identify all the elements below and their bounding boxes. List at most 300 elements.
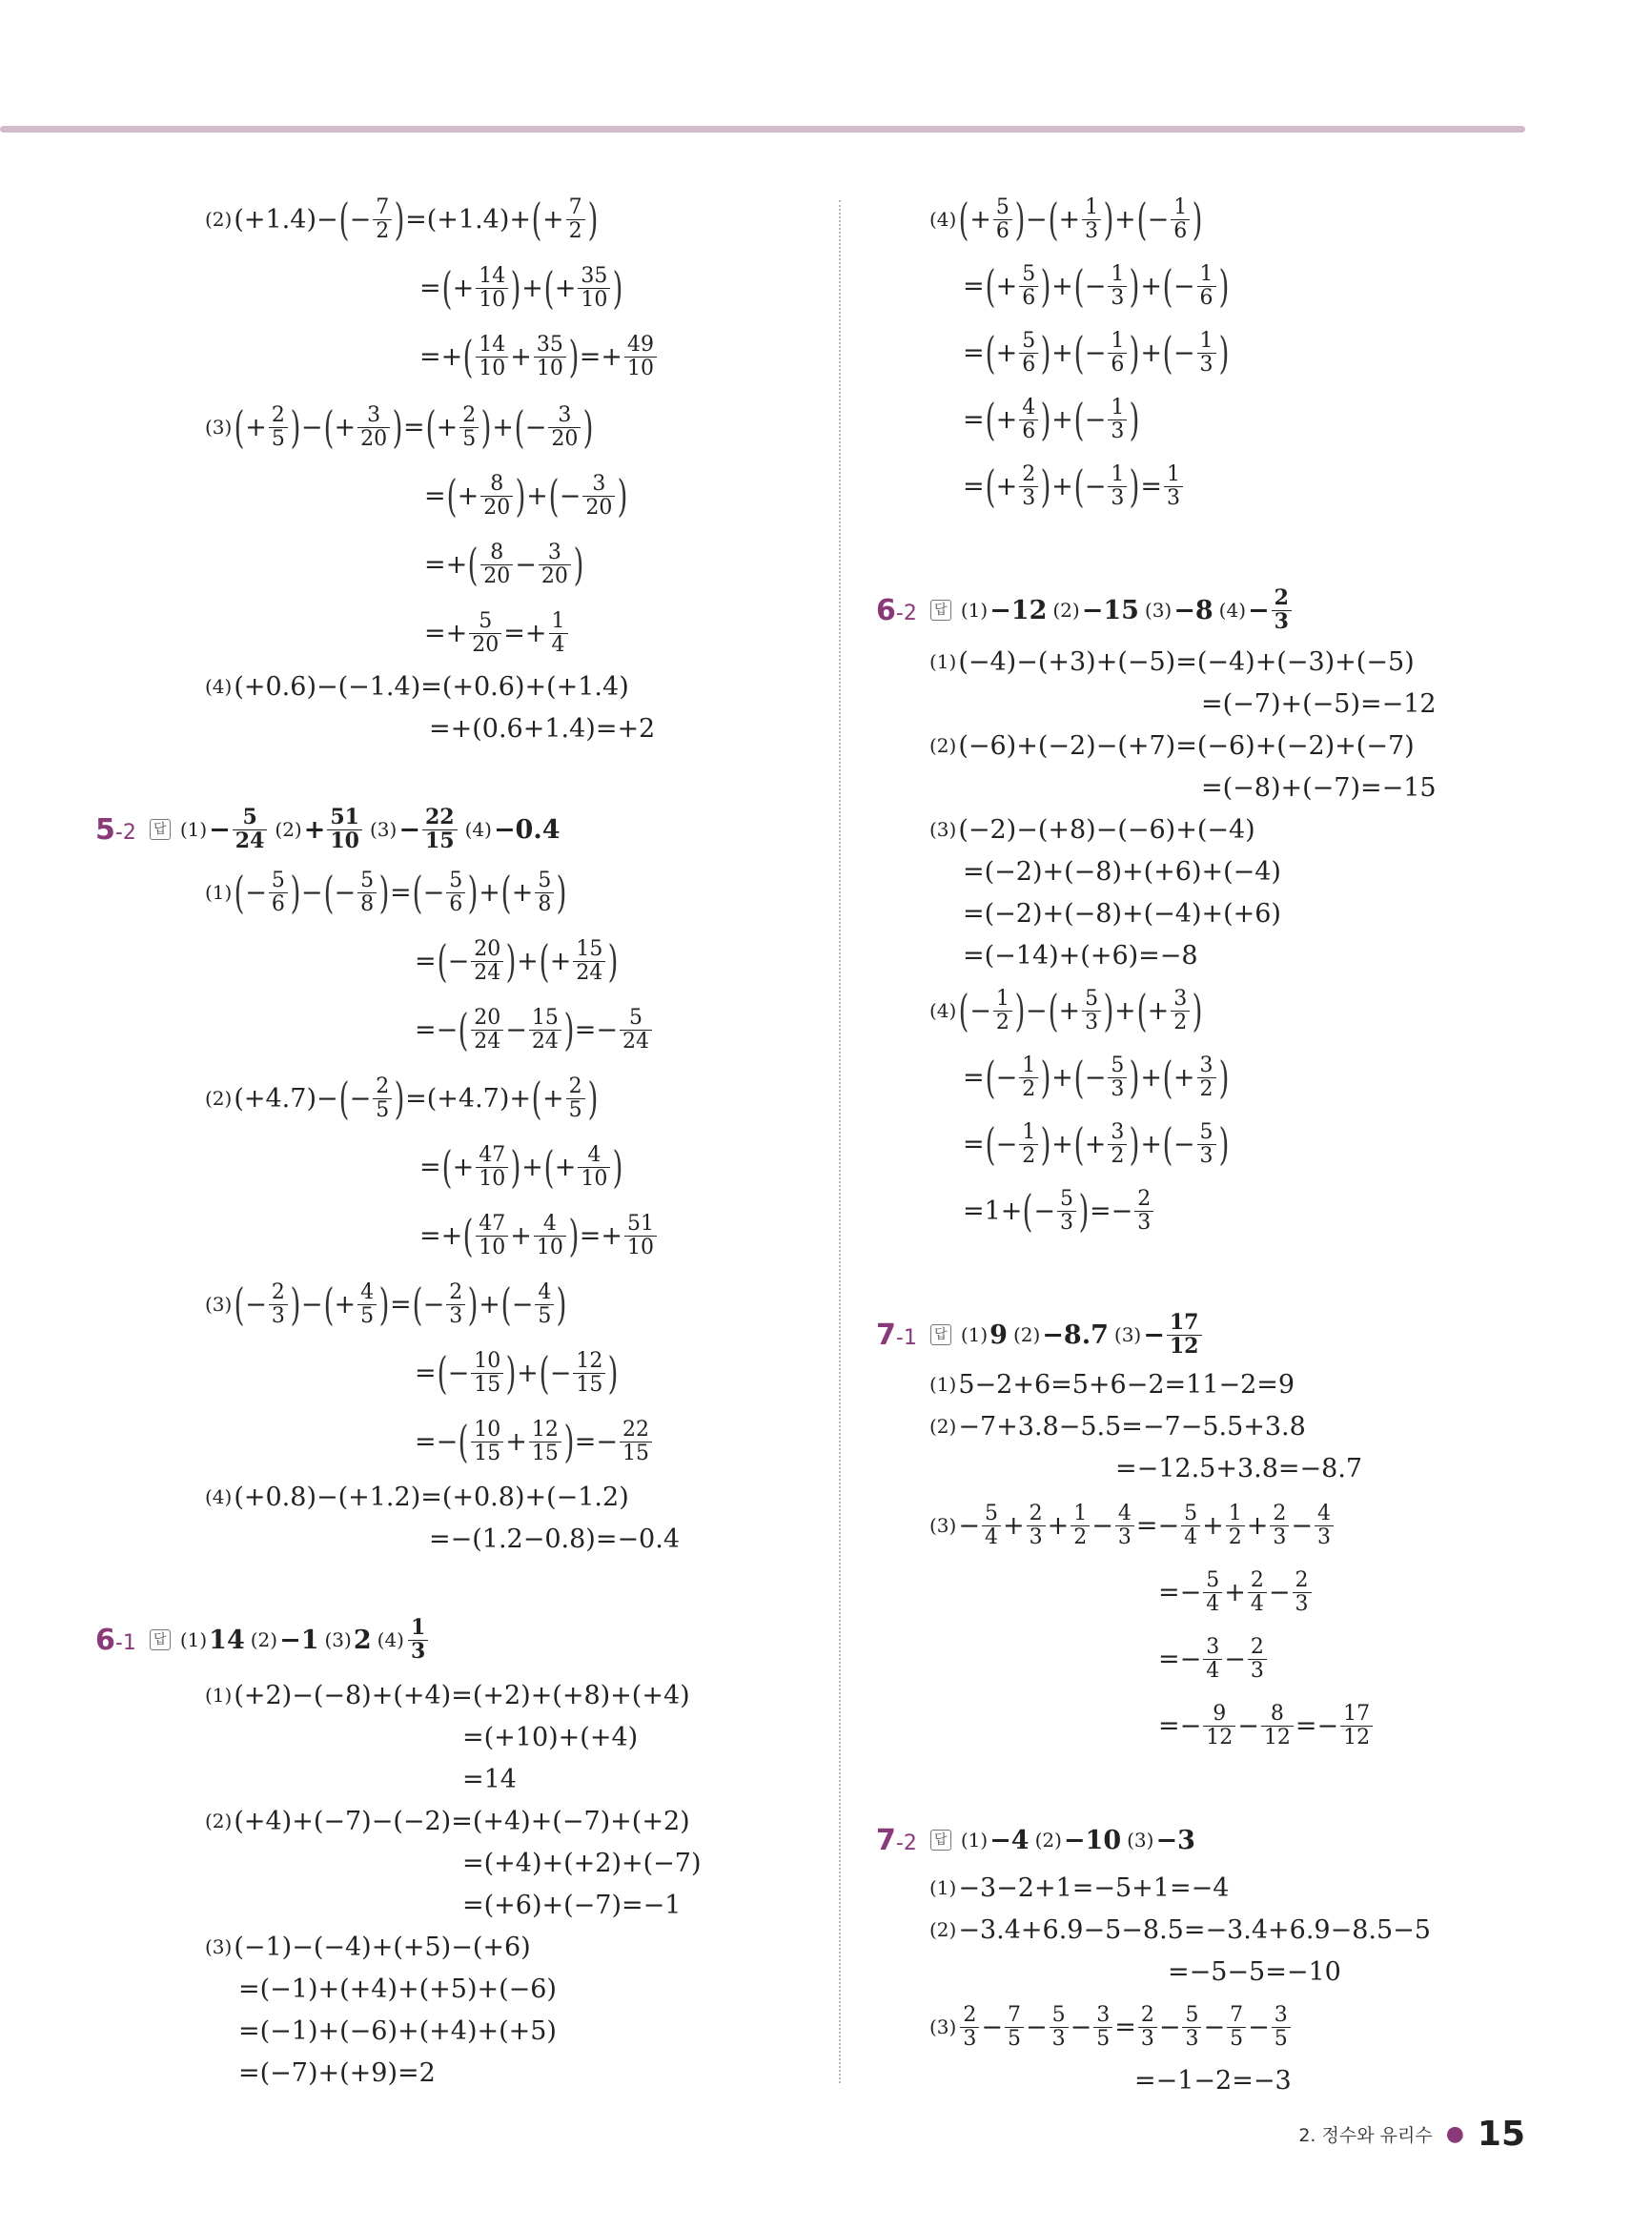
paren: ) <box>556 1279 567 1330</box>
expr: = <box>415 946 437 976</box>
answer-value: 14 <box>209 1625 245 1655</box>
numerator: 3 <box>1199 1054 1214 1078</box>
denominator: 3 <box>1293 1592 1312 1615</box>
item-label: (4) <box>205 1485 233 1508</box>
expr: − <box>1091 1510 1113 1541</box>
sign: − <box>1084 1062 1107 1093</box>
paren: ) <box>1040 1118 1051 1170</box>
fraction <box>1082 196 1101 241</box>
expr: =(−7)+(−5)=−12 <box>1201 688 1437 719</box>
paren: ( <box>1073 394 1085 445</box>
denominator: 4 <box>549 633 568 656</box>
fraction <box>982 1503 1001 1547</box>
solution-line <box>205 1070 599 1127</box>
paren: ) <box>467 1279 479 1330</box>
paren: ) <box>510 262 521 314</box>
numerator: 5 <box>995 195 1010 220</box>
sign: − <box>1084 471 1107 501</box>
numerator: 2 <box>1274 585 1289 611</box>
paren: ) <box>515 470 526 522</box>
denominator: 5 <box>357 1304 377 1327</box>
denominator: 15 <box>471 1373 503 1396</box>
sign: + <box>457 481 479 511</box>
item-label: (3) <box>324 1628 352 1651</box>
paren: ( <box>958 194 969 245</box>
fraction <box>1203 1636 1222 1681</box>
answer-value: −8 <box>1173 595 1214 625</box>
paren: ( <box>500 1279 512 1330</box>
expr: − <box>300 877 323 908</box>
expr: =− <box>574 1014 619 1045</box>
numerator: 2 <box>376 1074 390 1099</box>
expr: + <box>479 877 500 908</box>
sign: − <box>1173 271 1195 301</box>
denominator: 3 <box>1019 486 1038 509</box>
numerator: 5 <box>984 1502 998 1526</box>
expr: − <box>515 549 537 580</box>
item-label: (4) <box>929 999 957 1022</box>
expr: = <box>390 1289 412 1320</box>
sign: − <box>524 412 547 442</box>
denominator: 3 <box>1272 610 1292 633</box>
fraction <box>357 869 377 914</box>
expr: =+ <box>419 341 463 372</box>
page-number: 15 <box>1477 2115 1525 2154</box>
fraction <box>1167 1312 1202 1357</box>
paren: ) <box>563 1004 575 1055</box>
numerator: 1 <box>1111 262 1125 287</box>
expr: =+ <box>424 549 468 580</box>
numerator: 5 <box>1206 1568 1220 1593</box>
expr: =+(0.6+1.4)=+2 <box>429 713 656 744</box>
expr: + <box>510 341 532 372</box>
denominator: 3 <box>1108 486 1127 509</box>
paren: ) <box>1129 1118 1140 1170</box>
expr: (−6)+(−2)−(+7)=(−6)+(−2)+(−7) <box>958 730 1415 761</box>
expr: −7+3.8−5.5=−7−5.5+3.8 <box>958 1411 1306 1442</box>
fraction <box>480 473 513 518</box>
paren: ) <box>290 401 301 453</box>
solution-line <box>415 1344 619 1401</box>
denominator: 24 <box>233 829 268 852</box>
chapter-title: 2. 정수와 유리수 <box>1298 2125 1433 2146</box>
solution-line <box>419 328 659 385</box>
denominator: 15 <box>620 1442 652 1464</box>
answer-value: −15 <box>1081 595 1139 625</box>
denominator: 3 <box>960 2027 979 2050</box>
numerator: 3 <box>1274 2003 1288 2028</box>
fraction <box>534 334 566 378</box>
sign: + <box>1173 1062 1195 1093</box>
problem-number-main: 6 <box>95 1623 115 1657</box>
denominator: 3 <box>1108 1077 1127 1100</box>
fraction <box>422 807 458 851</box>
expr: = <box>390 877 412 908</box>
numerator: 20 <box>474 937 501 962</box>
bullet-icon: ● <box>1445 2122 1464 2146</box>
problem-number-main: 7 <box>876 1823 896 1857</box>
paren: ( <box>1136 194 1148 245</box>
sign: − <box>1147 204 1170 235</box>
expr: − <box>1070 2012 1092 2042</box>
paren: ) <box>1103 985 1114 1036</box>
expr: =(−2)+(−8)+(−4)+(+6) <box>963 898 1281 929</box>
item-label: (4) <box>929 208 957 231</box>
denominator: 20 <box>480 564 513 587</box>
numerator: 10 <box>474 1418 501 1442</box>
expr: =− <box>415 1014 459 1045</box>
paren: ( <box>1073 327 1085 378</box>
solution-line <box>205 665 629 707</box>
fraction <box>624 1213 657 1258</box>
fraction <box>582 473 615 518</box>
answer-value: − <box>1143 1320 1165 1350</box>
sign: − <box>1084 338 1107 368</box>
paren: ) <box>607 1347 619 1399</box>
fraction <box>578 265 610 310</box>
denominator: 4 <box>1203 1592 1222 1615</box>
numerator: 7 <box>376 195 390 220</box>
solution-line <box>415 1001 654 1058</box>
numerator: 5 <box>242 805 257 830</box>
expr: + <box>517 1358 539 1388</box>
numerator: 4 <box>360 1280 375 1305</box>
numerator: 47 <box>479 1212 506 1237</box>
expr: = <box>1140 471 1162 501</box>
paren: ) <box>563 1416 575 1467</box>
expr: − <box>1268 1577 1291 1607</box>
solution-line <box>1201 683 1437 725</box>
sign: − <box>447 1358 470 1388</box>
sign: + <box>1058 995 1081 1026</box>
solution-line <box>205 1674 690 1716</box>
paren: ( <box>425 401 437 453</box>
paren: ) <box>1078 1185 1090 1237</box>
denominator: 6 <box>446 892 465 915</box>
numerator: 4 <box>538 1280 552 1305</box>
fraction <box>1203 1569 1222 1614</box>
fraction <box>476 334 508 378</box>
solution-line <box>929 1363 1295 1405</box>
item-label: (3) <box>929 1514 957 1537</box>
denominator: 15 <box>529 1442 561 1464</box>
problem-number-sub: -2 <box>114 820 136 845</box>
expr: + <box>492 412 514 442</box>
fraction <box>1197 330 1216 375</box>
numerator: 1 <box>1199 262 1214 287</box>
solution-line <box>429 1518 680 1560</box>
answer-value: 2 <box>353 1625 372 1655</box>
paren: ( <box>437 935 447 987</box>
item-label: (1) <box>929 1373 957 1396</box>
expr: = <box>403 412 425 442</box>
denominator: 3 <box>1057 1211 1076 1234</box>
numerator: 14 <box>479 333 506 358</box>
solution-line <box>929 1909 1431 1951</box>
fraction <box>1197 263 1216 308</box>
expr: = <box>419 273 441 303</box>
expr: + <box>1051 471 1073 501</box>
paren: ) <box>510 1141 521 1193</box>
expr: 5−2+6=5+6−2=11−2=9 <box>958 1369 1295 1400</box>
answer-icon: 답 <box>930 600 951 621</box>
fraction <box>1340 1703 1373 1748</box>
paren: ) <box>378 1279 390 1330</box>
fraction <box>1019 330 1038 375</box>
expr: = <box>963 338 985 368</box>
expr: −3−2+1=−5+1=−4 <box>958 1872 1230 1903</box>
item-label: (1) <box>179 818 208 841</box>
answer-value: − <box>398 814 420 845</box>
paren: ( <box>1162 260 1173 312</box>
numerator: 14 <box>479 264 506 289</box>
denominator: 6 <box>1171 219 1190 242</box>
denominator: 2 <box>1108 1144 1127 1167</box>
fraction <box>1057 1188 1076 1233</box>
expr: =−12.5+3.8=−8.7 <box>1115 1453 1363 1483</box>
fraction <box>548 404 581 449</box>
expr: =− <box>1295 1710 1339 1741</box>
paren: ) <box>1040 394 1051 445</box>
item-label: (3) <box>205 1293 233 1316</box>
numerator: 15 <box>576 937 603 962</box>
item-label: (3) <box>205 416 233 439</box>
item-label: (2) <box>205 1810 233 1832</box>
answer-value: −0.4 <box>493 814 561 845</box>
expr: + <box>526 481 548 511</box>
expr: − <box>1158 2012 1181 2042</box>
numerator: 51 <box>330 805 359 830</box>
item-label: (1) <box>960 1323 989 1346</box>
fraction <box>1197 1054 1216 1099</box>
problem-number <box>876 1824 917 1857</box>
expr: + <box>1051 1129 1073 1159</box>
paren: ( <box>539 1347 550 1399</box>
numerator: 15 <box>531 1006 559 1031</box>
solution-line <box>238 2010 557 2052</box>
numerator: 2 <box>449 1280 463 1305</box>
paren: ( <box>985 260 995 312</box>
solution-line <box>929 725 1415 767</box>
expr: −3.4+6.9−5−8.5=−3.4+6.9−8.5−5 <box>958 1914 1431 1945</box>
answer-value: − <box>209 814 231 845</box>
expr: =+ <box>579 1220 623 1251</box>
denominator: 6 <box>269 892 288 915</box>
numerator: 1 <box>1111 329 1125 354</box>
denominator: 10 <box>327 829 362 852</box>
expr: =− <box>1158 1644 1202 1674</box>
expr: + <box>510 1220 532 1251</box>
expr: = <box>963 404 985 435</box>
problem-number-sub: -2 <box>895 1831 917 1855</box>
expr: =(−1)+(−6)+(+4)+(+5) <box>238 2015 557 2046</box>
denominator: 10 <box>476 288 508 311</box>
sign: − <box>1173 1129 1195 1159</box>
fraction <box>1272 587 1292 632</box>
item-label: (3) <box>929 2015 957 2038</box>
item-label: (3) <box>1127 1829 1154 1852</box>
problem-header-6-2 <box>876 582 1294 639</box>
denominator: 20 <box>548 427 581 450</box>
paren: ) <box>392 401 403 453</box>
expr: (+0.8)−(+1.2)=(+0.8)+(−1.2) <box>234 1482 629 1512</box>
solution-line <box>963 850 1281 892</box>
paren: ( <box>323 1279 334 1330</box>
fraction <box>573 938 605 983</box>
numerator: 2 <box>1273 1502 1287 1526</box>
numerator: 2 <box>963 2003 977 2028</box>
fraction <box>476 265 508 310</box>
denominator: 4 <box>1181 1525 1200 1548</box>
expr: − <box>1224 1644 1246 1674</box>
problem-number-sub: -2 <box>895 601 917 625</box>
numerator: 5 <box>1022 262 1036 287</box>
item-label: (1) <box>929 1876 957 1899</box>
item-label: (2) <box>1034 1829 1062 1852</box>
numerator: 51 <box>627 1212 655 1237</box>
expr: + <box>1140 1062 1162 1093</box>
problem-number-main: 5 <box>95 812 115 847</box>
expr: + <box>1114 204 1136 235</box>
answer-value: −3 <box>1155 1825 1195 1855</box>
fraction <box>1108 1054 1127 1099</box>
expr: =(+6)+(−7)=−1 <box>462 1890 682 1920</box>
denominator: 3 <box>1115 1525 1134 1548</box>
paren: ( <box>1162 1052 1173 1103</box>
expr: + <box>1246 1510 1269 1541</box>
fraction <box>469 610 501 655</box>
paren: ( <box>462 331 474 382</box>
denominator: 10 <box>534 357 566 379</box>
solution-line <box>1158 1630 1269 1688</box>
item-label: (4) <box>464 818 492 841</box>
paren: ( <box>985 460 995 512</box>
solution-line <box>929 808 1255 850</box>
fraction <box>269 1281 288 1326</box>
solution-line <box>238 2052 436 2094</box>
expr: =− <box>1089 1196 1133 1226</box>
numerator: 7 <box>568 195 582 220</box>
solution-line <box>963 257 1229 315</box>
fraction <box>1108 397 1127 441</box>
item-label: (3) <box>1144 599 1173 622</box>
problem-number <box>95 1624 136 1657</box>
expr: =(−1)+(+4)+(+5)+(−6) <box>238 1974 557 2004</box>
fraction <box>1293 1569 1312 1614</box>
solution-line <box>1158 1697 1375 1754</box>
sign: + <box>995 404 1018 435</box>
paren: ( <box>1073 260 1085 312</box>
expr: =(+1.4)+ <box>405 204 532 235</box>
sign: − <box>549 1358 572 1388</box>
numerator: 2 <box>1250 1568 1264 1593</box>
paren: ( <box>458 1004 469 1055</box>
numerator: 2 <box>1022 462 1036 487</box>
denominator: 5 <box>1272 2027 1291 2050</box>
fraction <box>1115 1503 1134 1547</box>
denominator: 24 <box>573 961 605 984</box>
item-label: (1) <box>205 1684 233 1707</box>
expr: + <box>1051 404 1073 435</box>
paren: ) <box>1129 460 1140 512</box>
expr: + <box>1140 1129 1162 1159</box>
denominator: 5 <box>459 427 479 450</box>
fraction <box>471 938 503 983</box>
paren: ) <box>1218 1118 1229 1170</box>
numerator: 3 <box>592 472 606 497</box>
paren: ) <box>1014 985 1026 1036</box>
expr: − <box>981 2012 1003 2042</box>
sign: − <box>349 1083 372 1114</box>
numerator: 12 <box>531 1418 559 1442</box>
fraction <box>1248 1569 1267 1614</box>
answer-icon: 답 <box>930 1324 951 1345</box>
numerator: 1 <box>1111 396 1125 420</box>
denominator: 2 <box>1071 1525 1090 1548</box>
numerator: 1 <box>1228 1502 1242 1526</box>
paren: ) <box>290 1279 301 1330</box>
sign: + <box>995 271 1018 301</box>
denominator: 20 <box>469 633 501 656</box>
denominator: 10 <box>476 357 508 379</box>
expr: − <box>1025 2012 1048 2042</box>
expr: =+ <box>503 618 547 648</box>
sign: − <box>1033 1196 1056 1226</box>
fraction <box>1138 2004 1157 2049</box>
numerator: 3 <box>367 403 381 428</box>
solution-line <box>424 467 628 524</box>
expr: (+0.6)−(−1.4)=(+0.6)+(+1.4) <box>234 671 629 702</box>
fraction <box>1171 988 1190 1033</box>
answer-value: −10 <box>1063 1825 1122 1855</box>
paren: ) <box>1218 260 1229 312</box>
expr: =(−8)+(−7)=−15 <box>1201 772 1437 803</box>
expr: =(+4)+(+2)+(−7) <box>462 1848 702 1878</box>
fraction <box>566 1075 585 1120</box>
denominator: 10 <box>578 288 610 311</box>
denominator: 2 <box>1019 1144 1038 1167</box>
denominator: 3 <box>1248 1659 1267 1682</box>
paren: ) <box>568 1210 580 1261</box>
item-label: (4) <box>1218 599 1247 622</box>
denominator: 12 <box>1261 1726 1294 1749</box>
fraction <box>1171 196 1190 241</box>
sign: + <box>995 471 1018 501</box>
expr: + <box>1047 1510 1070 1541</box>
paren: ) <box>1218 327 1229 378</box>
item-label: (1) <box>205 881 233 904</box>
paren: ) <box>573 539 584 590</box>
numerator: 5 <box>1184 1502 1198 1526</box>
sign: + <box>511 877 534 908</box>
fraction <box>1050 2004 1069 2049</box>
fraction <box>1181 1503 1200 1547</box>
denominator: 10 <box>534 1236 566 1258</box>
fraction <box>1270 1503 1289 1547</box>
numerator: 1 <box>1166 462 1180 487</box>
expr: =(+10)+(+4) <box>462 1722 639 1752</box>
answer-value: − <box>1248 595 1270 625</box>
paren: ) <box>394 1073 405 1124</box>
numerator: 4 <box>587 1143 602 1168</box>
item-label: (3) <box>929 818 957 841</box>
solution-line <box>1158 1564 1314 1621</box>
numerator: 9 <box>1213 1702 1227 1727</box>
solution-line <box>205 1800 690 1842</box>
denominator: 6 <box>1019 419 1038 442</box>
numerator: 5 <box>629 1006 643 1031</box>
solution-line <box>929 1497 1336 1554</box>
